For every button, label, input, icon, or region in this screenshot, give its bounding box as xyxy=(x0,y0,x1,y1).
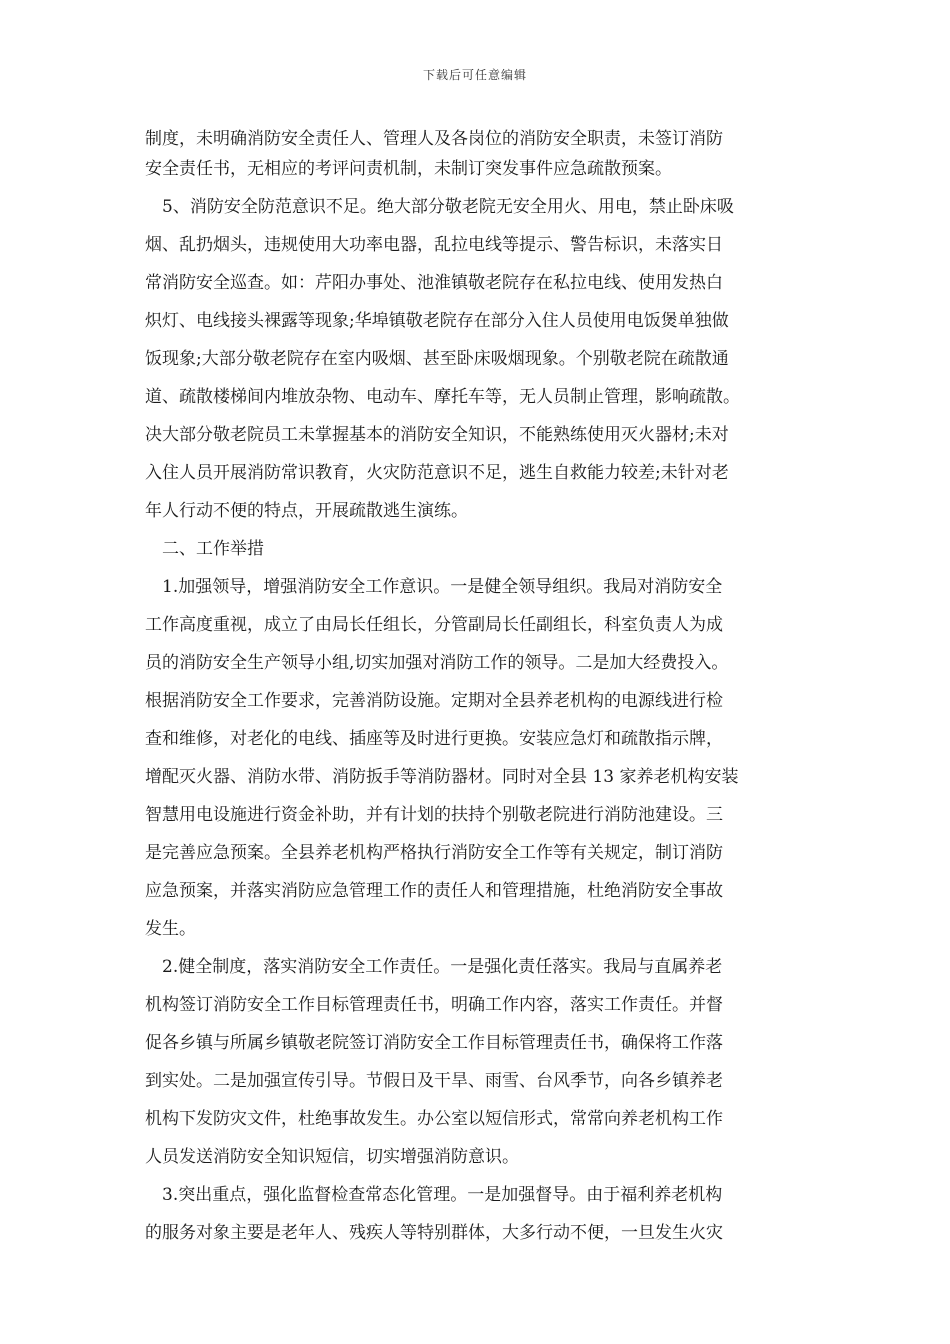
text-line: 入住人员开展消防常识教育，火灾防范意识不足，逃生自救能力较差;未针对老 xyxy=(145,463,729,483)
text-line: 2.健全制度，落实消防安全工作责任。一是强化责任落实。我局与直属养老 xyxy=(162,957,723,977)
text-line: 人员发送消防安全知识短信，切实增强消防意识。 xyxy=(145,1147,519,1167)
text-line: 1.加强领导，增强消防安全工作意识。一是健全领导组织。我局对消防安全 xyxy=(162,577,723,597)
text-line: 是完善应急预案。全县养老机构严格执行消防安全工作等有关规定，制订消防 xyxy=(145,843,723,863)
text-line: 的服务对象主要是老年人、残疾人等特别群体，大多行动不便，一旦发生火灾 xyxy=(145,1223,723,1243)
page-header: 下载后可任意编辑 xyxy=(422,68,527,82)
text-line: 炽灯、电线接头裸露等现象;华埠镇敬老院存在部分入住人员使用电饭煲单独做 xyxy=(145,311,729,331)
text-line: 道、疏散楼梯间内堆放杂物、电动车、摩托车等，无人员制止管理，影响疏散。 xyxy=(145,387,740,407)
text-line: 3.突出重点，强化监督检查常态化管理。一是加强督导。由于福利养老机构 xyxy=(162,1185,723,1205)
text-line: 烟、乱扔烟头，违规使用大功率电器，乱拉电线等提示、警告标识，未落实日 xyxy=(145,235,723,255)
text-line: 智慧用电设施进行资金补助，并有计划的扶持个别敬老院进行消防池建设。三 xyxy=(145,805,723,825)
text-line: 年人行动不便的特点，开展疏散逃生演练。 xyxy=(145,501,468,521)
text-line: 决大部分敬老院员工未掌握基本的消防安全知识，不能熟练使用灭火器材;未对 xyxy=(145,425,729,445)
document-body xyxy=(145,124,830,1248)
text-line: 工作高度重视，成立了由局长任组长，分管副局长任副组长，科室负责人为成 xyxy=(145,615,723,635)
text-line: 应急预案，并落实消防应急管理工作的责任人和管理措施，杜绝消防安全事故 xyxy=(145,881,723,901)
text-line: 到实处。二是加强宣传引导。节假日及干旱、雨雪、台风季节，向各乡镇养老 xyxy=(145,1071,723,1091)
text-line: 根据消防安全工作要求，完善消防设施。定期对全县养老机构的电源线进行检 xyxy=(145,691,723,711)
text-line: 机构签订消防安全工作目标管理责任书，明确工作内容，落实工作责任。并督 xyxy=(145,995,723,1015)
text-line: 查和维修，对老化的电线、插座等及时进行更换。安装应急灯和疏散指示牌， xyxy=(145,729,723,749)
text-line: 促各乡镇与所属乡镇敬老院签订消防安全工作目标管理责任书，确保将工作落 xyxy=(145,1033,723,1053)
text-line: 饭现象;大部分敬老院存在室内吸烟、甚至卧床吸烟现象。个别敬老院在疏散通 xyxy=(145,349,729,369)
text-line: 机构下发防灾文件，杜绝事故发生。办公室以短信形式，常常向养老机构工作 xyxy=(145,1109,723,1129)
text-line: 常消防安全巡查。如：芹阳办事处、池淮镇敬老院存在私拉电线、使用发热白 xyxy=(145,273,723,293)
text-line: 安全责任书，无相应的考评问责机制，未制订突发事件应急疏散预案。 xyxy=(145,159,672,179)
text-line: 制度，未明确消防安全责任人、管理人及各岗位的消防安全职责，未签订消防 xyxy=(145,129,723,149)
text-line: 二、工作举措 xyxy=(162,539,264,559)
text-line: 增配灭火器、消防水带、消防扳手等消防器材。同时对全县 13 家养老机构安装 xyxy=(145,767,739,787)
text-line: 5、消防安全防范意识不足。绝大部分敬老院无安全用火、用电，禁止卧床吸 xyxy=(162,197,734,217)
text-line: 员的消防安全生产领导小组,切实加强对消防工作的领导。二是加大经费投入。 xyxy=(145,653,729,673)
text-line: 发生。 xyxy=(145,919,196,939)
